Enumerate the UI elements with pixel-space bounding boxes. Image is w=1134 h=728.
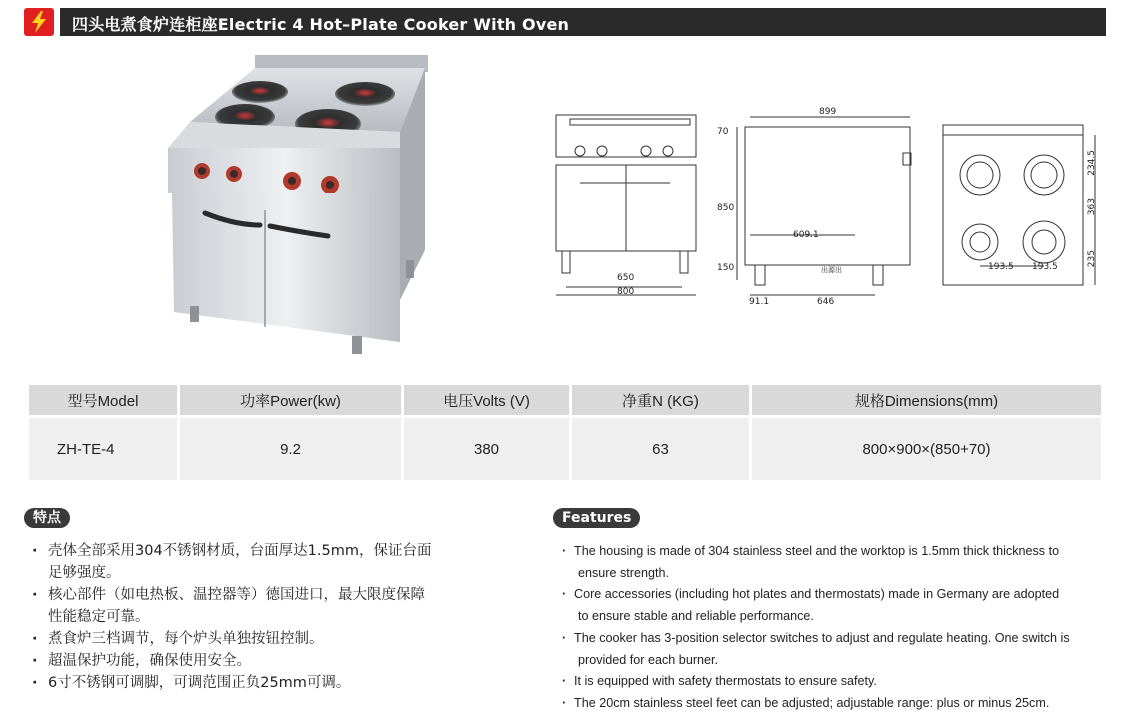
- dim-label: 800: [617, 287, 635, 297]
- top-view-drawing: [940, 120, 1110, 295]
- lightning-bolt-icon: [24, 8, 54, 36]
- list-item: · Core accessories (including hot plates and thermostats) made in Germany are adopted to ensure stable and reliable performance.: [560, 584, 1110, 627]
- features-en-list: [560, 541, 1110, 715]
- list-item: · The housing is made of 304 stainless steel and the worktop is 1.5mm thick thickness to ensure strength.: [560, 541, 1110, 584]
- page-header: [24, 8, 1106, 36]
- page-title: 四头电煮食炉连柜座Electric 4 Hot–Plate Cooker With Oven: [72, 15, 570, 34]
- features-en-label: Features: [553, 508, 640, 528]
- list-item: · It is equipped with safety thermostats to ensure safety.: [560, 671, 1110, 693]
- features-cn-list: [30, 540, 510, 694]
- list-item: · 6寸不锈钢可调脚，可调范围正负25mm可调。: [30, 672, 510, 694]
- dim-label: 235: [1087, 250, 1097, 268]
- table-header-weight: 净重N (KG): [572, 385, 749, 415]
- dim-label: 193.5: [988, 262, 1014, 272]
- nameplate-label: 出源出: [821, 266, 842, 274]
- table-header-dimensions: 规格Dimensions(mm): [752, 385, 1101, 415]
- dim-label: 91.1: [749, 297, 770, 307]
- dim-label: 193.5: [1032, 262, 1058, 272]
- features-cn-label: 特点: [24, 508, 70, 528]
- side-view-drawing: [715, 105, 920, 310]
- cell-weight: 63: [572, 415, 749, 480]
- cell-power: 9.2: [180, 415, 401, 480]
- dim-label: 234.5: [1087, 150, 1097, 176]
- list-item: · 壳体全部采用304不锈钢材质，台面厚达1.5mm，保证台面 足够强度。: [30, 540, 510, 584]
- front-view-drawing: [550, 95, 700, 305]
- table-header-volts: 电压Volts (V): [404, 385, 569, 415]
- title-bar: [60, 8, 1106, 36]
- cell-model: ZH-TE-4: [29, 415, 177, 480]
- spec-table: [26, 385, 1104, 480]
- product-photo: [160, 50, 430, 360]
- cell-volts: 380: [404, 415, 569, 480]
- table-row: [29, 415, 1101, 480]
- list-item: · The 20cm stainless steel feet can be adjusted; adjustable range: plus or minus 25cm.: [560, 693, 1110, 715]
- dim-label: 646: [817, 297, 835, 307]
- cell-dimensions: 800×900×(850+70): [752, 415, 1101, 480]
- list-item: · 核心部件（如电热板、温控器等）德国进口，最大限度保障 性能稳定可靠。: [30, 584, 510, 628]
- dim-label: 650: [617, 273, 635, 283]
- dim-label: 150: [717, 263, 735, 273]
- dim-label: 850: [717, 203, 735, 213]
- dim-label: 363: [1087, 198, 1097, 216]
- list-item: · 煮食炉三档调节，每个炉头单独按钮控制。: [30, 628, 510, 650]
- dim-label: 609.1: [793, 230, 819, 240]
- dim-label: 899: [819, 107, 837, 117]
- list-item: · 超温保护功能，确保使用安全。: [30, 650, 510, 672]
- table-header-model: 型号Model: [29, 385, 177, 415]
- dim-label: 70: [717, 127, 729, 137]
- table-header-power: 功率Power(kw): [180, 385, 401, 415]
- list-item: · The cooker has 3-position selector switches to adjust and regulate heating. One switch is provided for each burner.: [560, 628, 1110, 671]
